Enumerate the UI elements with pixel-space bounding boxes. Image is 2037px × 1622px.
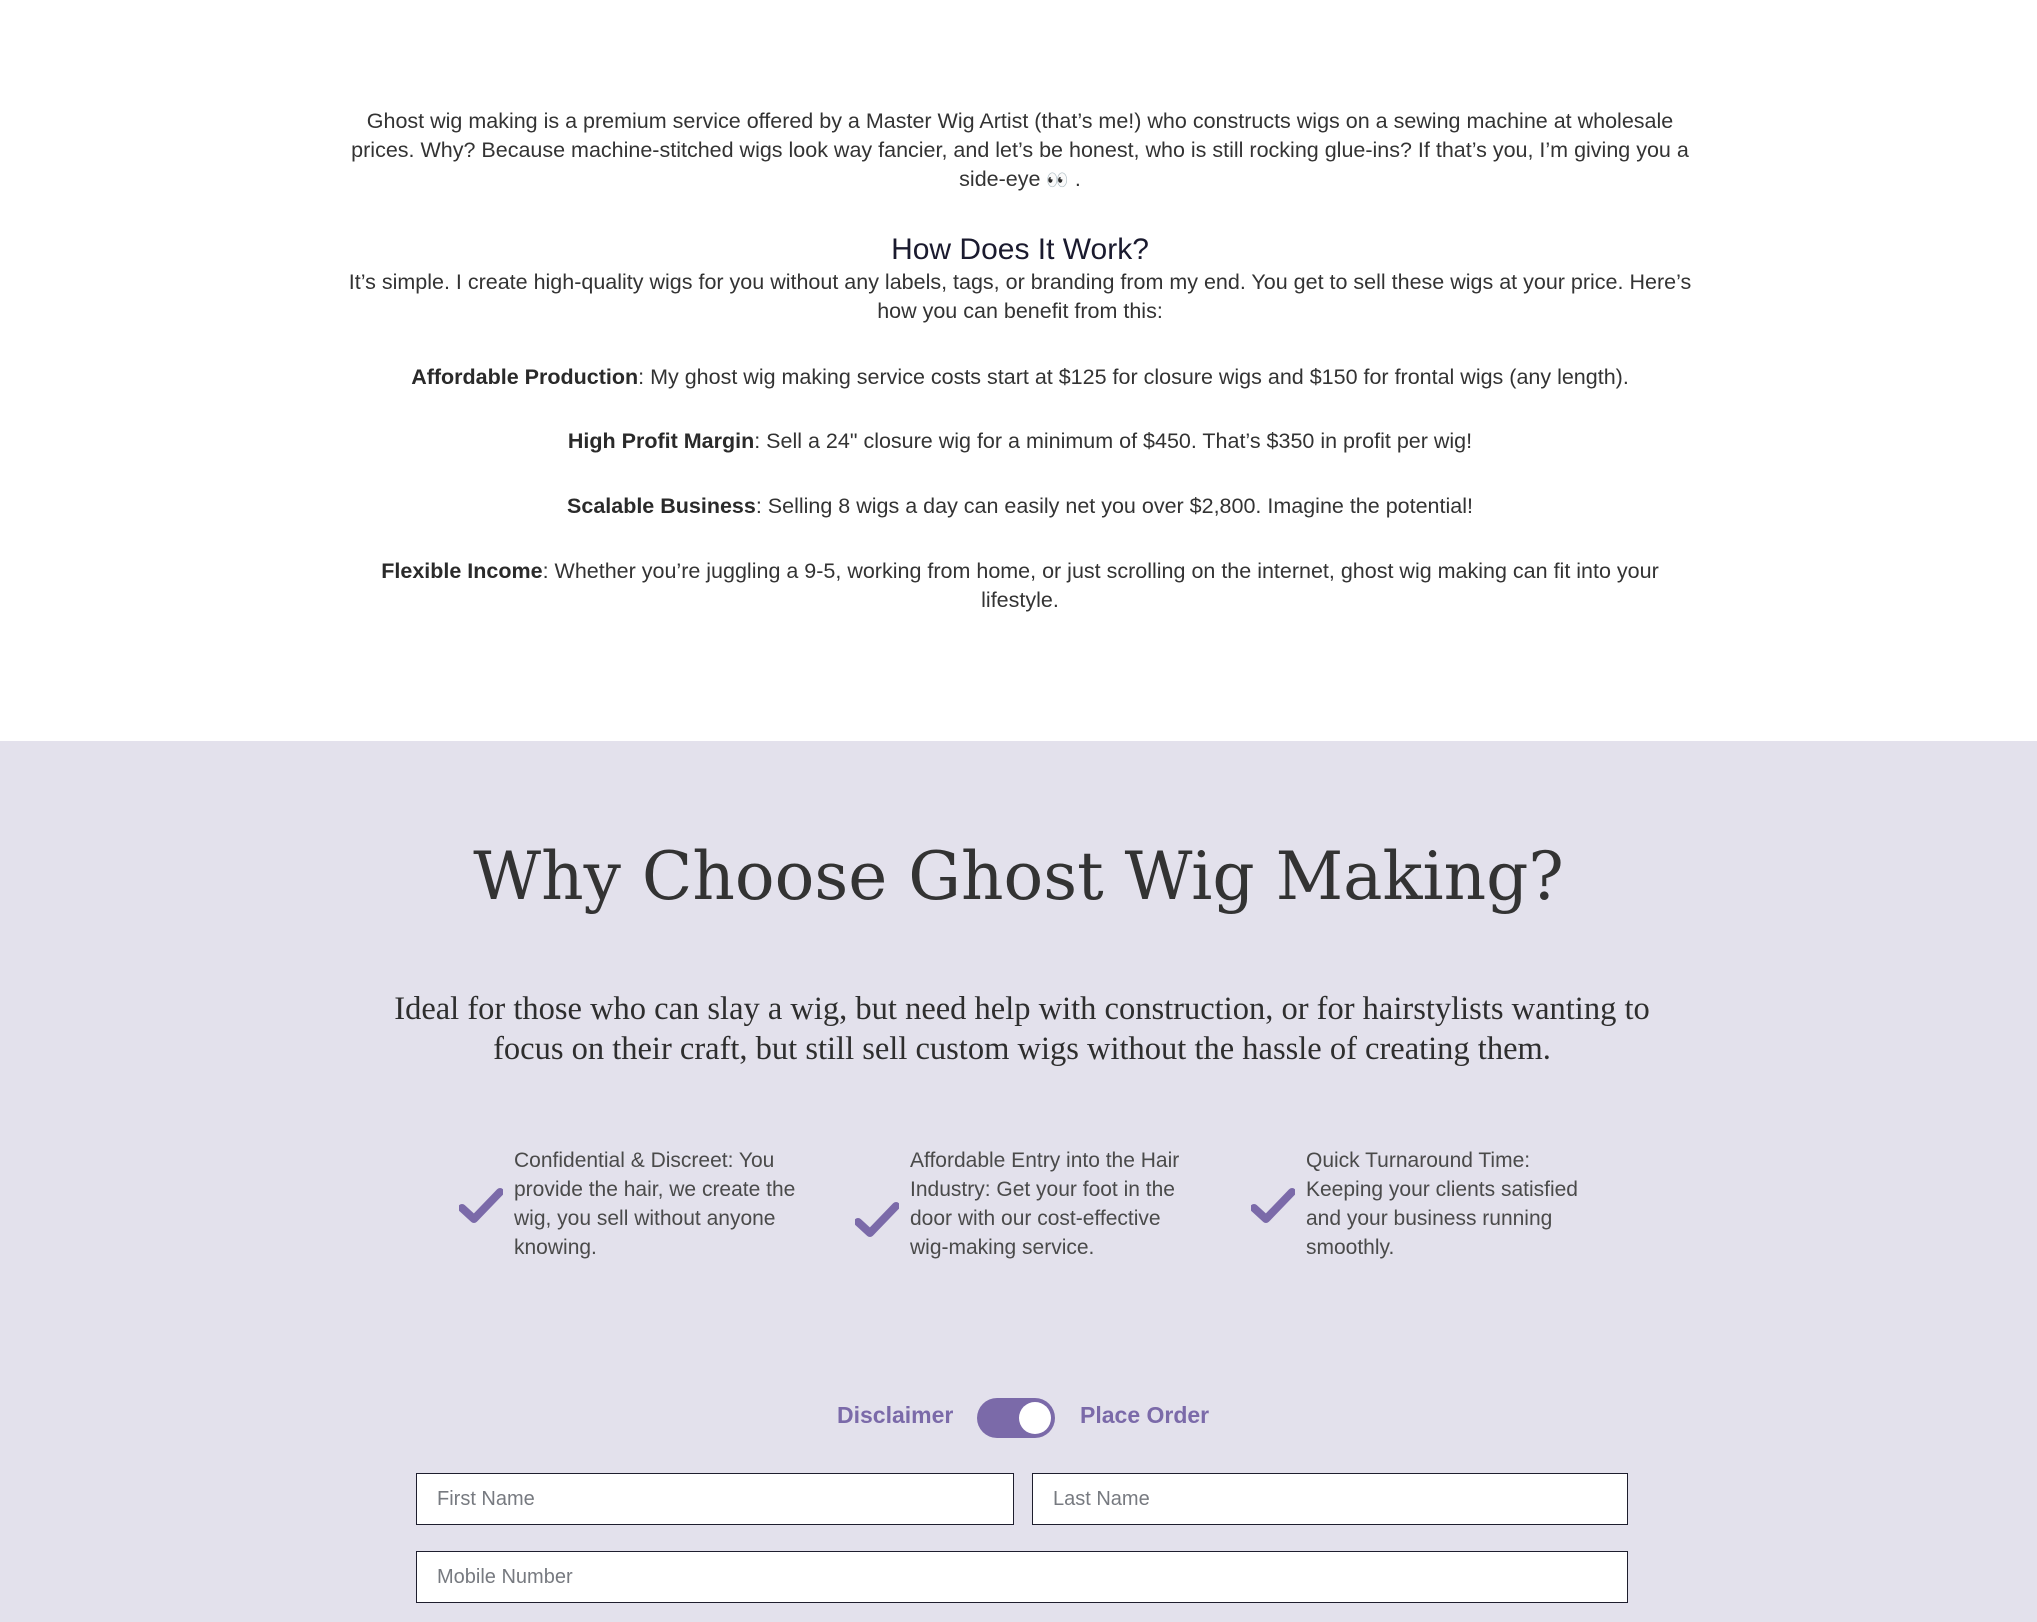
how-it-works-heading: How Does It Work? [891,233,1149,266]
feature-text: Quick Turnaround Time: Keeping your clients satisfied and your business running smoothly. [1306,1149,1578,1259]
how-it-works-intro: It’s simple. I create high-quality wigs for you without any labels, tags, or branding from my end. You get to sell these wigs at your price. Here’s how you can benefit from this: [348,270,1692,323]
check-icon [459,1188,503,1224]
check-icon [1251,1188,1295,1224]
benefit-high-profit-margin: High Profit Margin: Sell a 24" closure wig for a minimum of $450. That’s $350 in profit per wig! [567,429,1473,453]
first-name-input[interactable] [416,1473,1014,1525]
why-choose-heading: Why Choose Ghost Wig Making? [473,838,1564,915]
disclaimer-order-toggle-row [0,1396,2037,1440]
feature-text: Affordable Entry into the Hair Industry: Get your foot in the door with our cost-effective wig-making service. [910,1149,1180,1259]
mobile-number-input[interactable] [416,1551,1628,1603]
intro-section [0,0,2037,741]
last-name-input[interactable] [1032,1473,1628,1525]
check-icon [855,1202,899,1238]
benefit-affordable-production: Affordable Production: My ghost wig making service costs start at $125 for closure wigs and $150 for frontal wigs (any length). [411,365,1629,389]
toggle-knob [1019,1402,1051,1434]
feature-text: Confidential & Discreet: You provide the hair, we create the wig, you sell without anyone knowing. [514,1149,796,1259]
why-choose-section [0,741,2037,1622]
benefit-scalable-business: Scalable Business: Selling 8 wigs a day can easily net you over $2,800. Imagine the potential! [567,494,1473,518]
why-choose-subtitle: Ideal for those who can slay a wig, but need help with construction, or for hairstylists wanting to focus on their craft, but still sell custom wigs without the hassle of creating them. [394,991,1650,1067]
disclaimer-order-toggle[interactable] [977,1398,1055,1438]
benefit-flexible-income: Flexible Income: Whether you’re juggling a 9-5, working from home, or just scrolling on the internet, ghost wig making can fit into your lifestyle. [381,559,1659,612]
toggle-label-disclaimer[interactable]: Disclaimer [837,1402,954,1428]
eyes-emoji-icon: 👀 [1046,170,1069,190]
toggle-label-place-order[interactable]: Place Order [1080,1402,1210,1428]
intro-paragraph: Ghost wig making is a premium service offered by a Master Wig Artist (that’s me!) who constructs wigs on a sewing machine at wholesale prices. Why? Because machine-stitched wigs look way fancier, and let’s be honest, who is still rocking glue-ins? If that’s you, I’m giving you a side-eye 👀 . [351,109,1689,191]
